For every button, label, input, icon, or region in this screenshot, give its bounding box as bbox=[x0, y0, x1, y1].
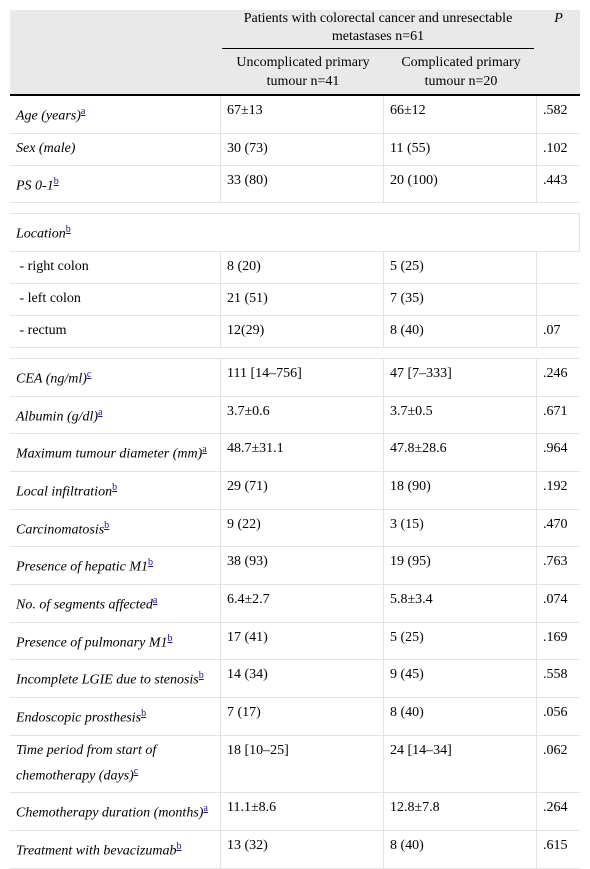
data-table bbox=[10, 10, 580, 869]
complicated-value-cell bbox=[384, 397, 537, 434]
uncomplicated-value-cell bbox=[221, 134, 384, 165]
uncomplicated-value-cell-text: 30 (73) bbox=[227, 140, 268, 156]
p-value-cell bbox=[537, 397, 580, 434]
uncomplicated-value-cell-text: 21 (51) bbox=[227, 290, 268, 306]
complicated-value-cell-text: 8 (40) bbox=[390, 704, 424, 720]
p-value-cell-text: .074 bbox=[543, 591, 568, 607]
p-value-cell bbox=[537, 434, 580, 471]
footnote-link[interactable]: b bbox=[65, 224, 71, 236]
row-label-cell bbox=[10, 472, 221, 509]
p-value-cell bbox=[537, 831, 580, 868]
row-label-cell-text: Albumin (g/dl) bbox=[16, 409, 99, 425]
row-label-cell bbox=[10, 284, 221, 315]
p-value-cell-text: .671 bbox=[543, 403, 568, 419]
uncomplicated-value-cell-text: 6.4±2.7 bbox=[227, 591, 270, 607]
p-value-cell-text: .964 bbox=[543, 441, 568, 457]
uncomplicated-value-cell bbox=[221, 623, 384, 660]
uncomplicated-value-cell bbox=[221, 397, 384, 434]
row-label-cell-text: Presence of pulmonary M1 bbox=[16, 635, 168, 651]
p-value-cell bbox=[537, 252, 580, 283]
complicated-value-cell bbox=[384, 359, 537, 396]
table-row bbox=[10, 698, 580, 736]
table-row bbox=[10, 585, 580, 623]
row-label-cell bbox=[10, 585, 221, 622]
p-value-cell-text: .470 bbox=[543, 516, 568, 532]
p-value-cell bbox=[537, 96, 580, 133]
complicated-value-cell bbox=[384, 134, 537, 165]
table-row bbox=[10, 660, 580, 698]
section-label-cell-text: Location bbox=[16, 226, 66, 242]
row-label-cell bbox=[10, 96, 221, 133]
table-row bbox=[10, 547, 580, 585]
row-label-cell bbox=[10, 359, 221, 396]
table-row bbox=[10, 96, 580, 134]
spacer-row bbox=[10, 348, 580, 359]
col-uncomplicated-header: Uncomplicated primary tumour n=41 bbox=[236, 55, 370, 89]
complicated-value-cell bbox=[384, 316, 537, 347]
complicated-value-cell bbox=[384, 793, 537, 830]
row-label-cell-text: PS 0-1 bbox=[16, 178, 54, 194]
uncomplicated-value-cell bbox=[221, 585, 384, 622]
p-value-cell-text: .558 bbox=[543, 667, 568, 683]
row-label-cell bbox=[10, 166, 221, 203]
footnote-link[interactable]: a bbox=[202, 444, 207, 456]
p-value-cell bbox=[537, 547, 580, 584]
uncomplicated-value-cell bbox=[221, 96, 384, 133]
complicated-value-cell bbox=[384, 698, 537, 735]
uncomplicated-value-cell-text: 9 (22) bbox=[227, 516, 261, 532]
complicated-value-cell-text: 8 (40) bbox=[390, 322, 424, 338]
row-label-cell bbox=[10, 831, 221, 868]
row-label-cell bbox=[10, 252, 221, 283]
table-body bbox=[10, 96, 580, 869]
row-label-cell bbox=[10, 316, 221, 347]
table-row bbox=[10, 134, 580, 166]
uncomplicated-value-cell bbox=[221, 698, 384, 735]
footnote-link[interactable]: a bbox=[203, 803, 208, 815]
footnote-link[interactable]: b bbox=[176, 840, 182, 852]
row-label-cell-text: Incomplete LGIE due to stenosis bbox=[16, 672, 199, 688]
uncomplicated-value-cell bbox=[221, 284, 384, 315]
row-label-cell bbox=[10, 547, 221, 584]
uncomplicated-value-cell-text: 14 (34) bbox=[227, 667, 268, 683]
uncomplicated-value-cell bbox=[221, 660, 384, 697]
row-label-cell-text: Endoscopic prosthesis bbox=[16, 710, 142, 726]
uncomplicated-value-cell-text: 18 [10–25] bbox=[227, 742, 289, 758]
table-row bbox=[10, 472, 580, 510]
row-label-cell-text: CEA (ng/ml) bbox=[16, 371, 87, 387]
p-value-cell-text: .763 bbox=[543, 554, 568, 570]
uncomplicated-value-cell-text: 7 (17) bbox=[227, 704, 261, 720]
section-label-cell bbox=[10, 214, 580, 251]
footnote-link[interactable]: b bbox=[167, 632, 173, 644]
uncomplicated-value-cell bbox=[221, 831, 384, 868]
footnote-link[interactable]: b bbox=[141, 707, 147, 719]
row-label-cell bbox=[10, 397, 221, 434]
complicated-value-cell bbox=[384, 434, 537, 471]
col-complicated-header: Complicated primary tumour n=20 bbox=[401, 55, 521, 89]
complicated-value-cell-text: 66±12 bbox=[390, 103, 426, 118]
complicated-value-cell-text: 47.8±28.6 bbox=[390, 441, 447, 457]
complicated-value-cell bbox=[384, 166, 537, 203]
complicated-value-cell-text: 9 (45) bbox=[390, 667, 424, 683]
uncomplicated-value-cell bbox=[221, 793, 384, 830]
complicated-value-cell-text: 12.8±7.8 bbox=[390, 800, 440, 816]
row-label-cell bbox=[10, 434, 221, 471]
uncomplicated-value-cell-text: 38 (93) bbox=[227, 554, 268, 570]
complicated-value-cell-text: 47 [7–333] bbox=[390, 365, 452, 381]
p-value-cell bbox=[537, 736, 580, 793]
footnote-link[interactable]: c bbox=[86, 368, 92, 380]
p-value-cell-text: .07 bbox=[543, 322, 561, 338]
uncomplicated-value-cell-text: 67±13 bbox=[227, 103, 263, 118]
uncomplicated-value-cell-text: 3.7±0.6 bbox=[227, 403, 270, 419]
p-value-cell bbox=[537, 284, 580, 315]
uncomplicated-value-cell bbox=[221, 166, 384, 203]
footnote-link[interactable]: b bbox=[112, 481, 118, 493]
header-divider bbox=[222, 48, 534, 49]
complicated-value-cell-text: 3 (15) bbox=[390, 516, 424, 532]
uncomplicated-value-cell-text: 12(29) bbox=[227, 322, 265, 338]
p-value-cell-text: .246 bbox=[543, 365, 568, 381]
uncomplicated-value-cell bbox=[221, 510, 384, 547]
p-value-cell bbox=[537, 793, 580, 830]
complicated-value-cell-text: 8 (40) bbox=[390, 837, 424, 853]
uncomplicated-value-cell bbox=[221, 736, 384, 793]
complicated-value-cell-text: 18 (90) bbox=[390, 478, 431, 494]
complicated-value-cell bbox=[384, 252, 537, 283]
row-label-cell bbox=[10, 134, 221, 165]
row-label-cell-text: - left colon bbox=[16, 290, 81, 306]
uncomplicated-value-cell-text: 48.7±31.1 bbox=[227, 441, 284, 457]
p-value-cell-text: .582 bbox=[543, 103, 568, 118]
p-value-cell-text: .615 bbox=[543, 837, 568, 853]
p-value-header: P bbox=[554, 11, 563, 26]
row-label-cell-text: Local infiltration bbox=[16, 484, 113, 500]
complicated-value-cell bbox=[384, 510, 537, 547]
complicated-value-cell-text: 11 (55) bbox=[390, 140, 431, 156]
table-row bbox=[10, 316, 580, 348]
complicated-value-cell bbox=[384, 96, 537, 133]
p-value-cell bbox=[537, 698, 580, 735]
row-label-cell-text: Presence of hepatic M1 bbox=[16, 559, 149, 575]
p-value-cell bbox=[537, 359, 580, 396]
row-label-cell-text: Maximum tumour diameter (mm) bbox=[16, 446, 203, 462]
complicated-value-cell-text: 5 (25) bbox=[390, 629, 424, 645]
complicated-value-cell bbox=[384, 736, 537, 793]
table-row bbox=[10, 359, 580, 397]
uncomplicated-value-cell bbox=[221, 547, 384, 584]
complicated-value-cell-text: 7 (35) bbox=[390, 290, 424, 306]
uncomplicated-value-cell-text: 11.1±8.6 bbox=[227, 800, 277, 816]
uncomplicated-value-cell bbox=[221, 434, 384, 471]
uncomplicated-value-cell-text: 111 [14–756] bbox=[227, 365, 302, 381]
row-label-cell bbox=[10, 698, 221, 735]
table-row bbox=[10, 284, 580, 316]
row-label-cell-text: Carcinomatosis bbox=[16, 522, 105, 538]
p-value-cell bbox=[537, 166, 580, 203]
complicated-value-cell-text: 24 [14–34] bbox=[390, 742, 452, 758]
row-label-cell bbox=[10, 623, 221, 660]
footnote-link[interactable]: b bbox=[104, 519, 110, 531]
complicated-value-cell-text: 5 (25) bbox=[390, 258, 424, 274]
complicated-value-cell bbox=[384, 472, 537, 509]
complicated-value-cell-text: 19 (95) bbox=[390, 554, 431, 570]
complicated-value-cell bbox=[384, 585, 537, 622]
complicated-value-cell bbox=[384, 623, 537, 660]
footnote-link[interactable]: a bbox=[152, 594, 158, 606]
uncomplicated-value-cell-text: 29 (71) bbox=[227, 478, 268, 494]
p-value-cell-text: .102 bbox=[543, 140, 568, 156]
table-row bbox=[10, 793, 580, 831]
uncomplicated-value-cell bbox=[221, 316, 384, 347]
table-row bbox=[10, 623, 580, 661]
row-label-cell-text: Time period from start of chemotherapy (days) bbox=[16, 742, 157, 784]
table-row bbox=[10, 397, 580, 435]
row-label-cell-text: - rectum bbox=[16, 322, 67, 338]
p-value-cell bbox=[537, 510, 580, 547]
row-label-cell-text: Sex (male) bbox=[16, 140, 76, 156]
row-label-cell bbox=[10, 510, 221, 547]
p-value-cell-text: .192 bbox=[543, 478, 568, 494]
complicated-value-cell bbox=[384, 284, 537, 315]
footnote-link[interactable]: b bbox=[148, 557, 154, 569]
complicated-value-cell bbox=[384, 831, 537, 868]
complicated-value-cell-text: 20 (100) bbox=[390, 172, 438, 188]
p-value-cell bbox=[537, 316, 580, 347]
p-value-cell bbox=[537, 472, 580, 509]
p-value-cell-text: .056 bbox=[543, 704, 568, 720]
row-label-cell bbox=[10, 736, 221, 793]
row-label-cell-text: - right colon bbox=[16, 258, 89, 274]
footnote-link[interactable]: a bbox=[98, 406, 103, 418]
uncomplicated-value-cell-text: 8 (20) bbox=[227, 258, 261, 274]
footnote-link[interactable]: a bbox=[80, 106, 86, 117]
footnote-link[interactable]: b bbox=[53, 175, 59, 187]
table-row bbox=[10, 831, 580, 869]
row-label-cell bbox=[10, 793, 221, 830]
uncomplicated-value-cell-text: 33 (80) bbox=[227, 172, 268, 188]
p-value-cell bbox=[537, 623, 580, 660]
p-value-cell bbox=[537, 660, 580, 697]
p-value-cell-text: .062 bbox=[543, 742, 568, 758]
spacer-row bbox=[10, 203, 580, 214]
table-row bbox=[10, 252, 580, 284]
complicated-value-cell-text: 5.8±3.4 bbox=[390, 591, 433, 607]
footnote-link[interactable]: c bbox=[133, 765, 139, 777]
footnote-link[interactable]: b bbox=[198, 670, 204, 682]
section-row bbox=[10, 214, 580, 252]
complicated-value-cell-text: 3.7±0.5 bbox=[390, 403, 433, 419]
p-value-cell-text: .264 bbox=[543, 800, 568, 816]
uncomplicated-value-cell bbox=[221, 472, 384, 509]
row-label-cell-text: Age (years) bbox=[16, 108, 81, 124]
complicated-value-cell bbox=[384, 660, 537, 697]
uncomplicated-value-cell bbox=[221, 359, 384, 396]
table-row bbox=[10, 166, 580, 204]
uncomplicated-value-cell-text: 17 (41) bbox=[227, 629, 268, 645]
p-value-cell-text: .169 bbox=[543, 629, 568, 645]
row-label-cell-text: No. of segments affected bbox=[16, 597, 153, 613]
group-header: Patients with colorectal cancer and unresectable metastases n=61 bbox=[243, 11, 513, 44]
complicated-value-cell bbox=[384, 547, 537, 584]
row-label-cell-text: Treatment with bevacizumab bbox=[16, 843, 177, 859]
uncomplicated-value-cell-text: 13 (32) bbox=[227, 837, 268, 853]
table-header bbox=[10, 10, 580, 96]
table-row bbox=[10, 434, 580, 472]
row-label-cell-text: Chemotherapy duration (months) bbox=[16, 805, 204, 821]
p-value-cell bbox=[537, 134, 580, 165]
row-label-cell bbox=[10, 660, 221, 697]
uncomplicated-value-cell bbox=[221, 252, 384, 283]
table-row bbox=[10, 510, 580, 548]
p-value-cell bbox=[537, 585, 580, 622]
p-value-cell-text: .443 bbox=[543, 172, 568, 188]
table-row bbox=[10, 736, 580, 794]
